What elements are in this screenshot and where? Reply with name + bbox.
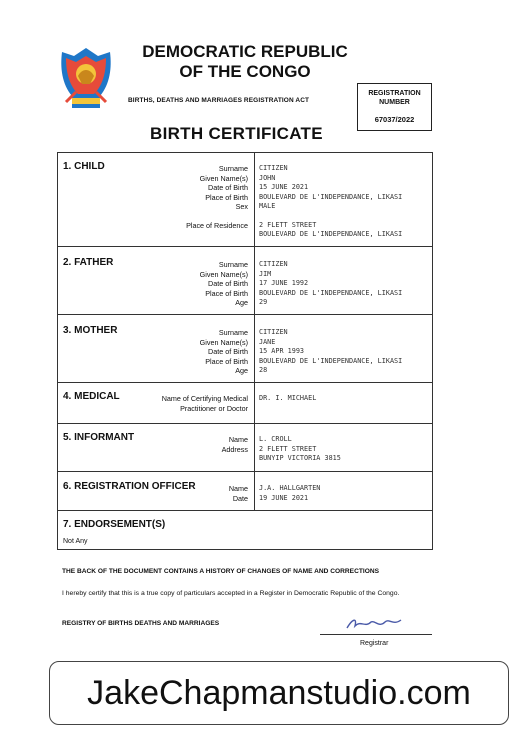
father-label-given: Given Name(s) bbox=[199, 269, 248, 279]
mother-pob: BOULEVARD DE L'INDEPENDANCE, LIKASI bbox=[259, 356, 403, 365]
officer-label-date: Date bbox=[232, 493, 248, 503]
officer-date: 19 JUNE 2021 bbox=[259, 493, 309, 502]
watermark-banner: JakeChapmanstudio.com bbox=[49, 661, 509, 725]
child-pob: BOULEVARD DE L'INDEPENDANCE, LIKASI bbox=[259, 192, 403, 201]
back-of-document-note: THE BACK OF THE DOCUMENT CONTAINS A HISTORY OF CHANGES OF NAME AND CORRECTIONS bbox=[62, 568, 379, 575]
father-surname: CITIZEN bbox=[259, 260, 288, 268]
child-residence-1: 2 FLETT STREET bbox=[259, 220, 317, 229]
country-name bbox=[120, 42, 370, 82]
mother-label-age: Age bbox=[235, 366, 248, 375]
registration-label bbox=[358, 89, 431, 107]
medical-labels bbox=[162, 394, 248, 413]
father-label-age: Age bbox=[235, 298, 248, 307]
child-sex: MALE bbox=[259, 202, 276, 210]
section-medical-heading: 4. MEDICAL bbox=[63, 391, 120, 402]
child-values bbox=[259, 164, 402, 240]
medical-label-1: Name of Certifying Medical bbox=[161, 394, 248, 403]
child-dob: 15 JUNE 2021 bbox=[259, 183, 309, 191]
section-divider bbox=[58, 382, 432, 383]
child-label-sex: Sex bbox=[235, 202, 248, 211]
document-title: BIRTH CERTIFICATE bbox=[150, 124, 323, 143]
section-officer-heading: 6. REGISTRATION OFFICER bbox=[63, 481, 196, 492]
registrar-signature bbox=[345, 616, 405, 635]
signature-line bbox=[320, 634, 432, 635]
mother-label-given: Given Name(s) bbox=[199, 337, 248, 347]
section-divider bbox=[58, 471, 432, 472]
registration-number-box bbox=[357, 83, 432, 131]
endorsement-value: Not Any bbox=[63, 538, 88, 545]
section-divider bbox=[58, 423, 432, 424]
father-labels bbox=[200, 260, 248, 308]
father-label-dob: Date of Birth bbox=[208, 279, 248, 288]
section-child-heading: 1. CHILD bbox=[63, 161, 105, 172]
informant-label-name: Name bbox=[228, 435, 248, 444]
informant-label-address: Address bbox=[221, 444, 248, 454]
registration-act: BIRTHS, DEATHS AND MARRIAGES REGISTRATION ACT bbox=[128, 97, 310, 104]
father-label-surname: Surname bbox=[218, 260, 248, 269]
child-label-pob: Place of Birth bbox=[205, 192, 248, 202]
mother-label-dob: Date of Birth bbox=[208, 347, 248, 356]
father-dob: 17 JUNE 1992 bbox=[259, 279, 309, 287]
father-label-pob: Place of Birth bbox=[205, 288, 248, 298]
mother-labels bbox=[200, 328, 248, 376]
mother-dob: 15 APR 1993 bbox=[259, 347, 305, 355]
officer-labels bbox=[229, 484, 248, 503]
section-endorsement-heading: 7. ENDORSEMENT(S) bbox=[63, 519, 166, 530]
informant-name: L. CROLL bbox=[259, 435, 292, 443]
child-labels bbox=[186, 164, 248, 230]
officer-label-name: Name bbox=[228, 484, 248, 493]
informant-values bbox=[259, 435, 341, 464]
medical-label-2: Practitioner or Doctor bbox=[180, 403, 248, 413]
child-given-name: JOHN bbox=[259, 173, 276, 182]
column-divider bbox=[254, 153, 255, 510]
medical-practitioner: DR. I. MICHAEL bbox=[259, 394, 317, 402]
registration-number: 67037/2022 bbox=[374, 115, 415, 124]
registrar-label: Registrar bbox=[360, 640, 389, 647]
informant-address-1: 2 FLETT STREET bbox=[259, 444, 317, 453]
informant-address-2: BUNYIP VICTORIA 3815 bbox=[259, 454, 341, 462]
section-father-heading: 2. FATHER bbox=[63, 257, 114, 268]
child-label-surname: Surname bbox=[218, 164, 248, 173]
mother-given-name: JANE bbox=[259, 337, 276, 346]
father-values bbox=[259, 260, 402, 308]
child-surname: CITIZEN bbox=[259, 164, 288, 172]
registration-label-2: NUMBER bbox=[379, 99, 410, 106]
registry-name: REGISTRY OF BIRTHS DEATHS AND MARRIAGES bbox=[62, 620, 220, 627]
certification-statement: I hereby certify that this is a true copy of particulars accepted in a Register in Democratic Republic of the Congo. bbox=[62, 590, 400, 597]
child-residence-2: BOULEVARD DE L'INDEPENDANCE, LIKASI bbox=[259, 230, 403, 238]
section-informant-heading: 5. INFORMANT bbox=[63, 432, 135, 443]
child-label-dob: Date of Birth bbox=[208, 183, 248, 192]
father-pob: BOULEVARD DE L'INDEPENDANCE, LIKASI bbox=[259, 288, 403, 297]
country-line-1: DEMOCRATIC REPUBLIC bbox=[142, 42, 348, 61]
country-line-2: OF THE CONGO bbox=[179, 62, 311, 81]
coat-of-arms-logo bbox=[56, 44, 116, 114]
child-label-given: Given Name(s) bbox=[199, 173, 248, 183]
officer-name: J.A. HALLGARTEN bbox=[259, 484, 321, 492]
section-divider bbox=[58, 314, 432, 315]
section-divider bbox=[58, 246, 432, 247]
informant-labels bbox=[222, 435, 248, 454]
mother-label-pob: Place of Birth bbox=[205, 356, 248, 366]
father-given-name: JIM bbox=[259, 269, 272, 278]
section-divider bbox=[58, 510, 432, 511]
registration-label-1: REGISTRATION bbox=[368, 90, 421, 97]
section-mother-heading: 3. MOTHER bbox=[63, 325, 118, 336]
mother-label-surname: Surname bbox=[218, 328, 248, 337]
mother-age: 28 bbox=[259, 366, 268, 374]
child-label-residence: Place of Residence bbox=[186, 220, 248, 230]
certificate-table bbox=[57, 152, 433, 550]
officer-values bbox=[259, 484, 320, 503]
father-age: 29 bbox=[259, 298, 268, 306]
mother-values bbox=[259, 328, 402, 376]
mother-surname: CITIZEN bbox=[259, 328, 288, 336]
